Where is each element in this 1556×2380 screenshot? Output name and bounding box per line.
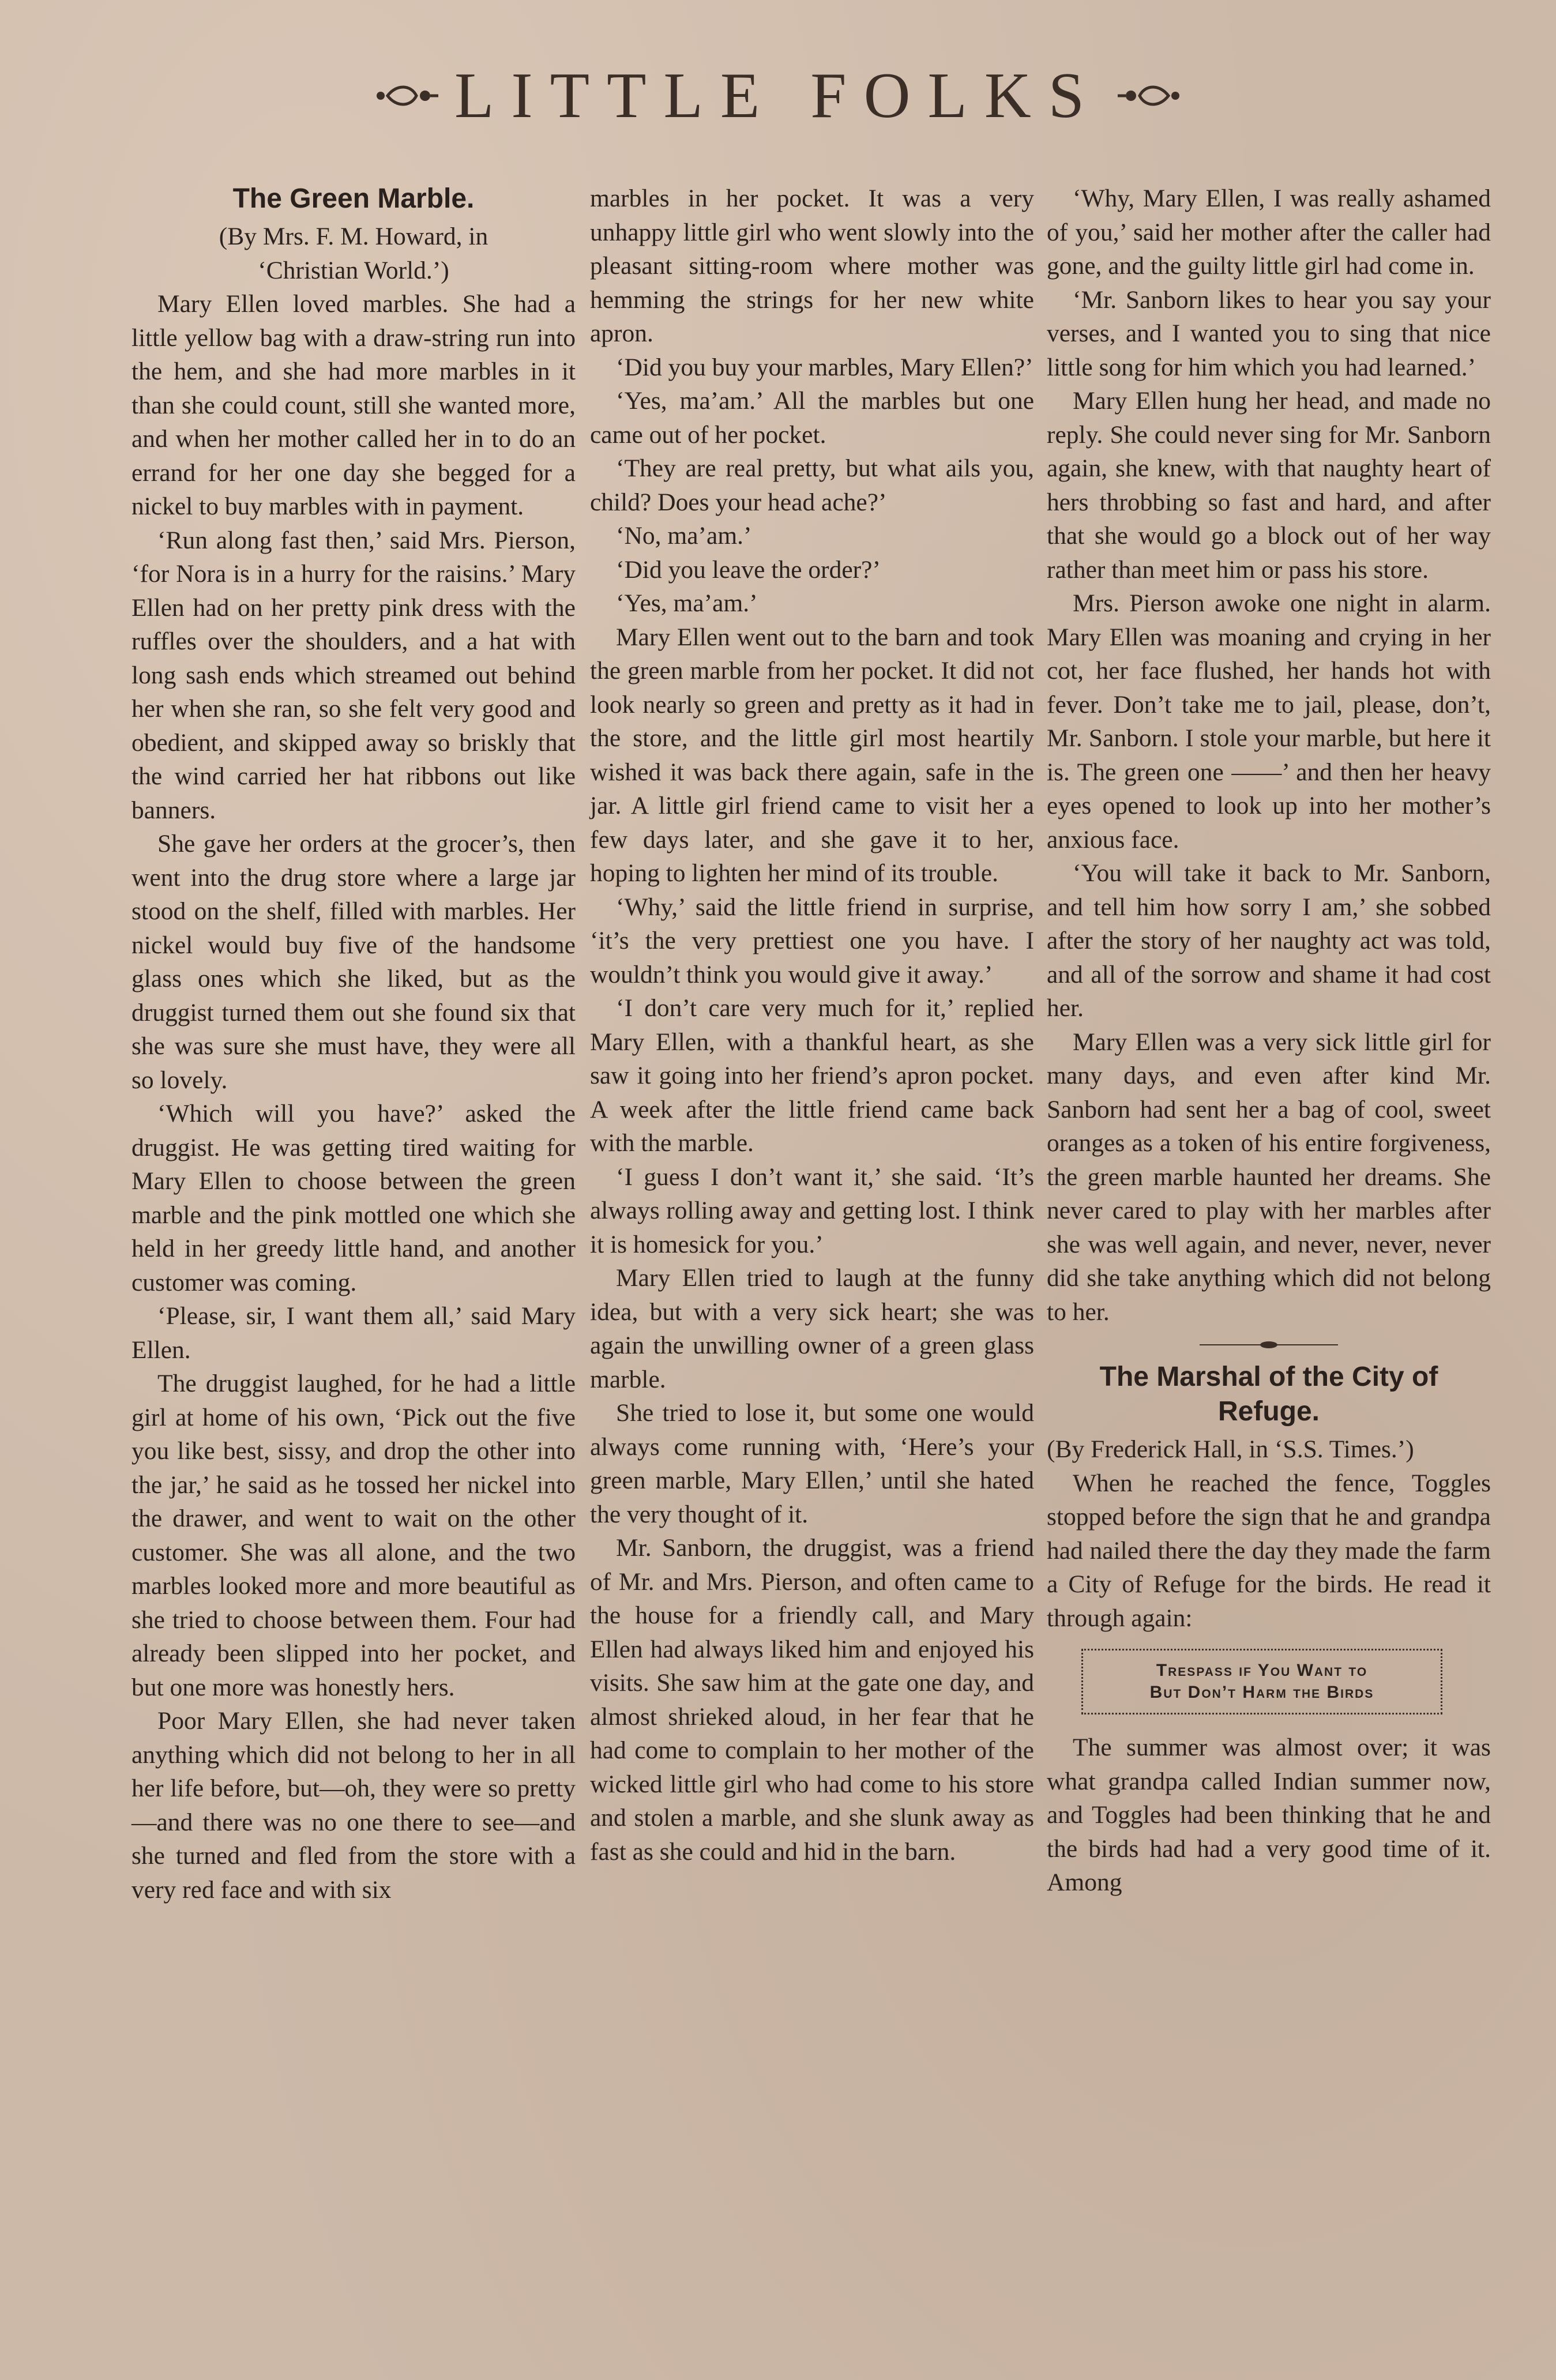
paragraph: ‘I guess I don’t want it,’ she said. ‘It’s always rolling away and getting lost. I think it is homesick for you.’ — [590, 1163, 1034, 1258]
section-divider — [1200, 1344, 1338, 1346]
story-byline: (By Frederick Hall, in ‘S.S. Times.’) — [1047, 1435, 1414, 1463]
paragraph: Mr. Sanborn, the druggist, was a friend of Mr. and Mrs. Pierson, and often came to the house for a friendly call, and Mary Ellen had always liked him and enjoyed his visits. She saw him at the gate one day, and almost shrieked aloud, in her fear that he had come to complain to her mother of the wicked little girl who had come to his store and stolen a marble, and she slunk away as fast as she could and hid in the barn. — [590, 1534, 1034, 1866]
paragraph: marbles in her pocket. It was a very unhappy little girl who went slowly into the pleasant sitting-room where mother was hemming the strings for her new white apron. — [590, 185, 1034, 347]
paragraph: ‘They are real pretty, but what ails you, child? Does your head ache?’ — [590, 454, 1034, 516]
paragraph: Poor Mary Ellen, she had never taken anything which did not belong to her in all her life before, but—oh, they were so pretty—and there was no one there to see—and she turned and fled from the store with a very red face and with six — [131, 1707, 576, 1904]
paragraph: ‘Please, sir, I want them all,’ said Mary Ellen. — [131, 1302, 576, 1364]
paragraph: ‘Run along fast then,’ said Mrs. Pierson, ‘for Nora is in a hurry for the raisins.’ Mary Ellen had on her pretty pink dress with the ruffles over the shoulders, and a hat with long sash ends which streamed out behind her when she ran, so she felt very good and obedient, and skipped away so briskly that the wind carried her hat ribbons out like banners. — [131, 526, 576, 824]
paragraph: Mary Ellen went out to the barn and took the green marble from her pocket. It did not look nearly so green and pretty as it had in the store, and the little girl most heartily wished it was back there again, safe in the jar. A little girl friend came to visit her a few days later, and she gave it to her, hoping to lighten her mind of its trouble. — [590, 623, 1034, 887]
paragraph: ‘Did you leave the order?’ — [616, 555, 881, 584]
masthead — [0, 60, 1556, 131]
paragraph: ‘Yes, ma’am.’ All the marbles but one came out of her pocket. — [590, 387, 1034, 449]
paragraph: Mary Ellen loved marbles. She had a little yellow bag with a draw-string run into the hem, and she had more marbles in it than she could count, still she wanted more, and when her mother called her in to do an errand for her one day she begged for a nickel to buy marbles with in payment. — [131, 290, 576, 520]
paragraph: When he reached the fence, Toggles stopped before the sign that he and grandpa had nailed there the day they made the farm a City of Refuge for the birds. He read it through again: — [1047, 1469, 1491, 1632]
paragraph: Mrs. Pierson awoke one night in alarm. Mary Ellen was moaning and crying in her cot, her face flushed, her hands hot with fever. Don’t take me to jail, please, don’t, Mr. Sanborn. I stole your marble, but here it is. The green one ——’ and then her heavy eyes opened to look up into her mother’s anxious face. — [1047, 589, 1491, 854]
paragraph: Mary Ellen was a very sick little girl for many days, and even after kind Mr. Sanborn had sent her a bag of cool, sweet oranges as a token of his entire forgiveness, the green marble haunted her dreams. She never cared to play with her marbles after she was well again, and never, never, never did she take anything which did not belong to her. — [1047, 1028, 1491, 1326]
paragraph: ‘Yes, ma’am.’ — [616, 589, 758, 617]
story-title: The Marshal of the City of Refuge. — [1099, 1362, 1438, 1427]
paragraph: ‘I don’t care very much for it,’ replied Mary Ellen, with a thankful heart, as she saw it going into her friend’s apron pocket. A week after the little friend came back with the marble. — [590, 994, 1034, 1157]
paragraph: ‘You will take it back to Mr. Sanborn, and tell him how sorry I am,’ she sobbed after the story of her naughty act was told, and all of the sorrow and shame it had cost her. — [1047, 859, 1491, 1022]
sign-line: But Don’t Harm the Birds — [1149, 1683, 1374, 1702]
story-byline-source: ‘Christian World.’) — [258, 256, 449, 284]
paragraph: ‘Did you buy your marbles, Mary Ellen?’ — [616, 353, 1033, 381]
column-1 — [131, 182, 576, 1907]
story-title: The Green Marble. — [232, 183, 475, 214]
sign-line: Trespass if You Want to — [1156, 1661, 1368, 1680]
paragraph: The druggist laughed, for he had a little girl at home of his own, ‘Pick out the five you like best, sissy, and drop the other into the jar,’ he said as he tossed her nickel into the drawer, and went to wait on the other customer. She was all alone, and the two marbles looked more and more beautiful as she tried to choose between them. Four had already been slipped into her pocket, and but one more was honestly hers. — [131, 1370, 576, 1701]
paragraph: She tried to lose it, but some one would always come running with, ‘Here’s your green marble, Mary Ellen,’ until she hated the very thought of it. — [590, 1399, 1034, 1528]
trespass-sign — [1081, 1649, 1442, 1714]
paragraph: ‘Why, Mary Ellen, I was really ashamed of you,’ said her mother after the caller had gone, and the guilty little girl had come in. — [1047, 185, 1491, 280]
column-2 — [590, 182, 1034, 1868]
paragraph: Mary Ellen tried to laugh at the funny idea, but with a very sick heart; she was again the unwilling owner of a green glass marble. — [590, 1264, 1034, 1393]
paragraph: The summer was almost over; it was what grandpa called Indian summer now, and Toggles had been thinking that he and the birds had had a very good time of it. Among — [1047, 1734, 1491, 1896]
paragraph: ‘Mr. Sanborn likes to hear you say your verses, and I wanted you to sing that nice little song for him which you had learned.’ — [1047, 285, 1491, 381]
paragraph: ‘Why,’ said the little friend in surprise, ‘it’s the very prettiest one you have. I wouldn’t think you would give it away.’ — [590, 893, 1034, 988]
paragraph: Mary Ellen hung her head, and made no reply. She could never sing for Mr. Sanborn again, she knew, with that naughty heart of hers throbbing so fast and hard, and after that she would go a block out of her way rather than meet him or pass his store. — [1047, 387, 1491, 584]
story-byline: (By Mrs. F. M. Howard, in — [219, 223, 488, 250]
page-title: LITTLE FOLKS — [454, 60, 1102, 131]
left-ornament-icon — [370, 78, 439, 113]
paragraph: She gave her orders at the grocer’s, then went into the drug store where a large jar stood on the shelf, filled with marbles. Her nickel would buy five of the handsome glass ones which she liked, but as the druggist turned them out she found six that she was sure she must have, they were all so lovely. — [131, 830, 576, 1094]
paragraph: ‘Which will you have?’ asked the druggist. He was getting tired waiting for Mary Ellen to choose between the green marble and the pink mottled one which she held in her greedy little hand, and another customer was coming. — [131, 1100, 576, 1296]
right-ornament-icon — [1117, 78, 1186, 113]
paragraph: ‘No, ma’am.’ — [616, 522, 752, 550]
column-3 — [1047, 182, 1491, 1900]
